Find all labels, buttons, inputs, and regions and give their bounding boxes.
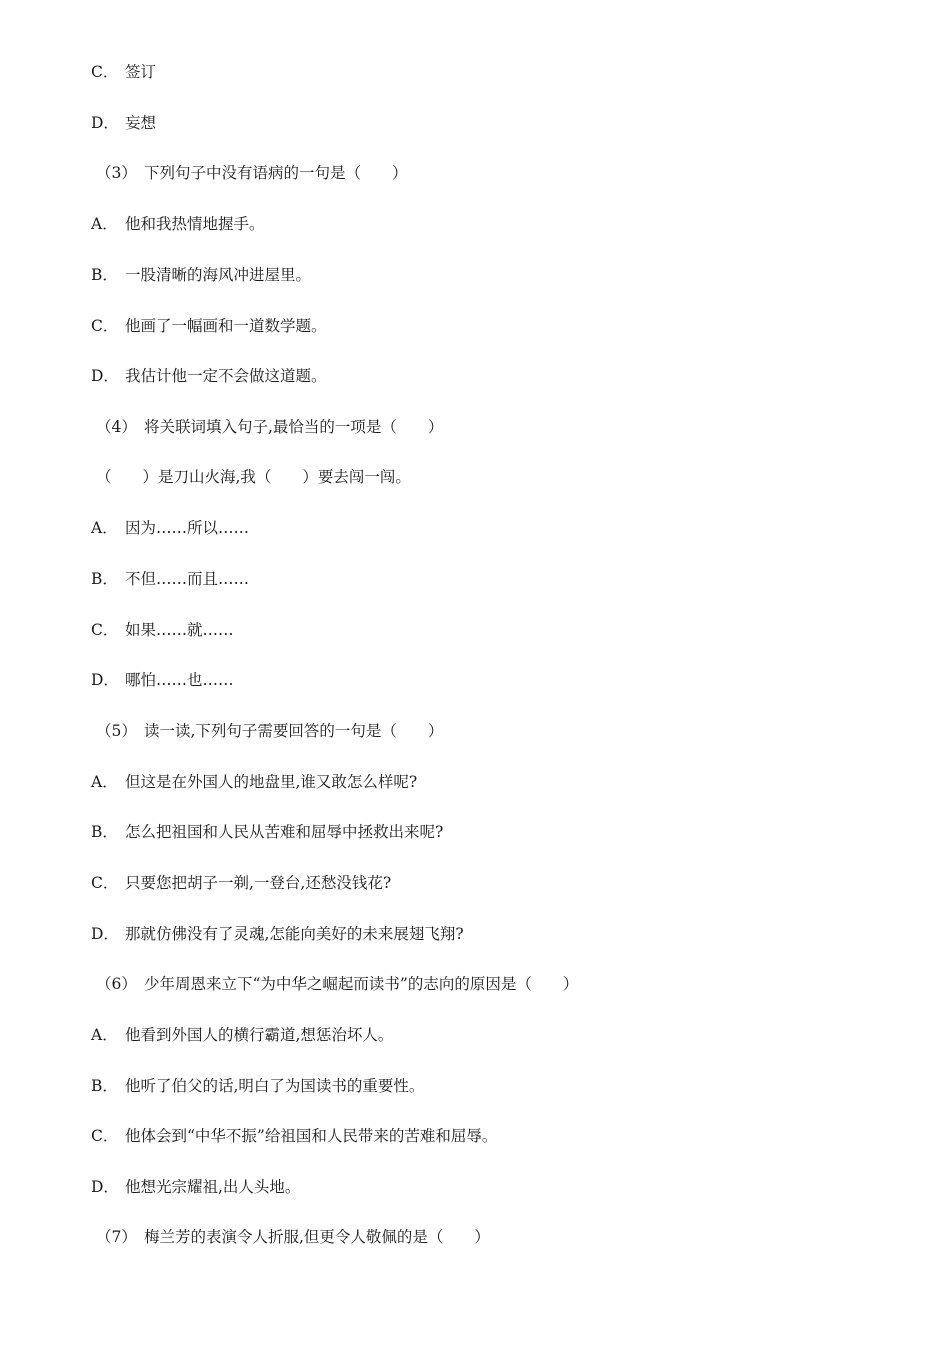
option-text: 签订 xyxy=(125,63,157,81)
question-line xyxy=(96,721,443,741)
option-line xyxy=(91,62,156,82)
option-text: 哪怕……也…… xyxy=(125,671,234,689)
question-line xyxy=(96,417,443,437)
question-number: （6） xyxy=(96,975,137,993)
option-line xyxy=(91,316,327,336)
option-text: 但这是在外国人的地盘里,谁又敢怎么样呢? xyxy=(125,773,418,791)
option-text: 他听了伯父的话,明白了为国读书的重要性。 xyxy=(125,1077,425,1095)
option-line xyxy=(91,670,234,690)
question-line xyxy=(96,974,578,994)
question-text: 梅兰芳的表演令人折服,但更令人敬佩的是（ ） xyxy=(144,1228,490,1246)
option-letter: D． xyxy=(91,925,119,943)
question-number: （7） xyxy=(96,1228,137,1246)
option-letter: C． xyxy=(91,874,119,892)
option-letter: C． xyxy=(91,63,119,81)
question-text: 读一读,下列句子需要回答的一句是（ ） xyxy=(144,722,444,740)
option-letter: C． xyxy=(91,621,119,639)
option-text: 怎么把祖国和人民从苦难和屈辱中拯救出来呢? xyxy=(125,823,444,841)
option-text: 他和我热情地握手。 xyxy=(125,215,265,233)
option-text: 他体会到“中华不振”给祖国和人民带来的苦难和屈辱。 xyxy=(125,1127,498,1145)
option-line xyxy=(91,1025,393,1045)
option-letter: B． xyxy=(91,266,118,284)
option-letter: D． xyxy=(91,671,119,689)
option-line xyxy=(91,518,249,538)
option-letter: A． xyxy=(91,215,118,233)
option-letter: B． xyxy=(91,570,118,588)
option-line xyxy=(91,1076,424,1096)
option-text: 只要您把胡子一剃,一登台,还愁没钱花? xyxy=(125,874,392,892)
question-number: （4） xyxy=(96,418,137,436)
option-text: 因为……所以…… xyxy=(125,519,250,537)
option-text: 他看到外国人的横行霸道,想惩治坏人。 xyxy=(125,1026,394,1044)
option-letter: A． xyxy=(91,773,118,791)
option-line xyxy=(91,822,443,842)
option-text: 妄想 xyxy=(125,114,157,132)
option-text: 不但……而且…… xyxy=(125,570,250,588)
option-letter: A． xyxy=(91,519,118,537)
question-number: （3） xyxy=(96,164,137,182)
question-text: 少年周恩来立下“为中华之崛起而读书”的志向的原因是（ ） xyxy=(144,975,579,993)
option-letter: B． xyxy=(91,1077,118,1095)
option-letter: C． xyxy=(91,317,119,335)
option-line xyxy=(91,113,156,133)
option-line xyxy=(91,366,327,386)
option-letter: B． xyxy=(91,823,118,841)
fill-in-sentence: （ ）是刀山火海,我（ ）要去闯一闯。 xyxy=(96,468,411,486)
option-text: 他想光宗耀祖,出人头地。 xyxy=(125,1178,301,1196)
option-line xyxy=(91,620,234,640)
option-text: 一股清晰的海风冲进屋里。 xyxy=(125,266,312,284)
option-letter: A． xyxy=(91,1026,118,1044)
question-text: 下列句子中没有语病的一句是（ ） xyxy=(144,164,408,182)
question-line xyxy=(96,163,408,183)
option-line xyxy=(91,569,249,589)
question-line xyxy=(96,1227,490,1247)
option-line xyxy=(91,924,464,944)
option-text: 那就仿佛没有了灵魂,怎能向美好的未来展翅飞翔? xyxy=(125,925,464,943)
option-letter: D． xyxy=(91,367,119,385)
option-letter: D． xyxy=(91,114,119,132)
option-text: 他画了一幅画和一道数学题。 xyxy=(125,317,327,335)
question-number: （5） xyxy=(96,722,137,740)
option-line xyxy=(91,873,391,893)
option-letter: D． xyxy=(91,1178,119,1196)
question-text: 将关联词填入句子,最恰当的一项是（ ） xyxy=(144,418,444,436)
option-text: 如果……就…… xyxy=(125,621,234,639)
option-text: 我估计他一定不会做这道题。 xyxy=(125,367,327,385)
option-letter: C． xyxy=(91,1127,119,1145)
option-line xyxy=(91,772,417,792)
option-line xyxy=(91,265,311,285)
plain-line xyxy=(96,467,411,487)
option-line xyxy=(91,1126,497,1146)
option-line xyxy=(91,214,265,234)
option-line xyxy=(91,1177,300,1197)
